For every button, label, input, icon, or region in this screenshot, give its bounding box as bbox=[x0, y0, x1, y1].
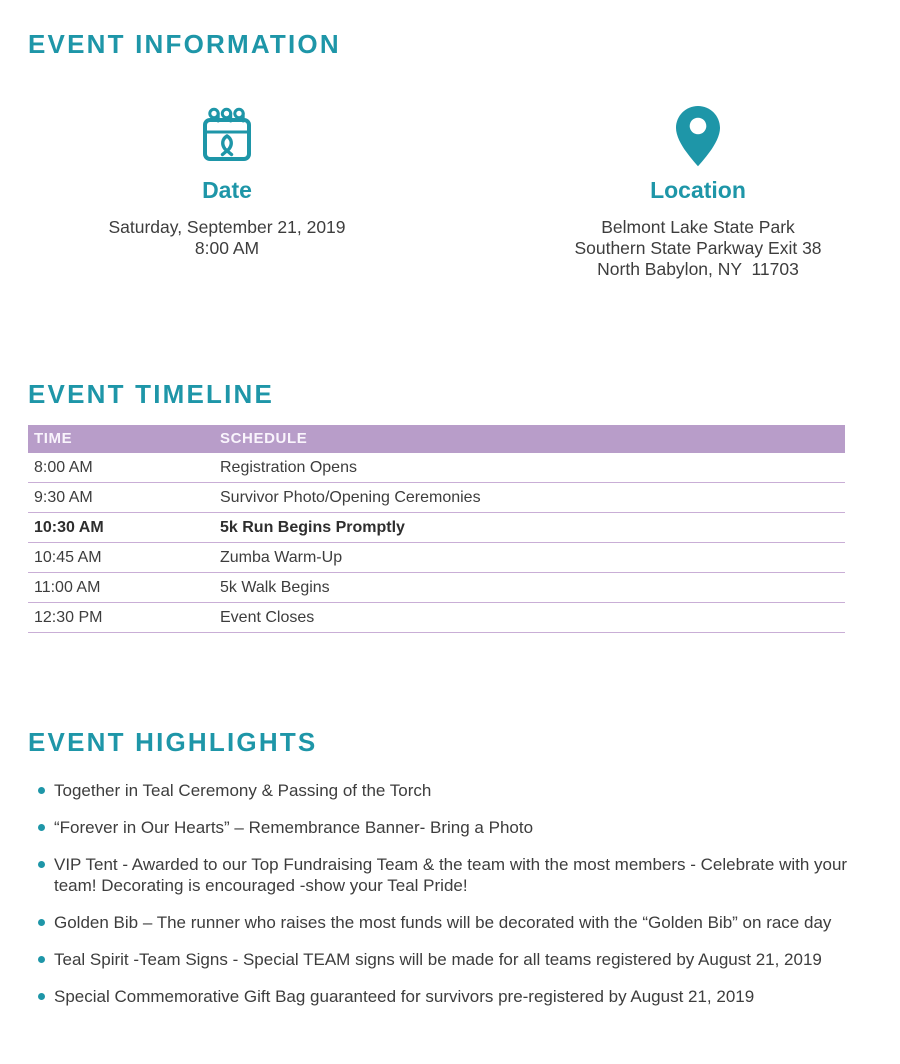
highlights-list bbox=[28, 780, 862, 1007]
time-column-header: TIME bbox=[28, 425, 220, 453]
time-cell: 12:30 PM bbox=[28, 603, 220, 633]
address-line: North Babylon, NY 11703 bbox=[597, 258, 799, 279]
event-information-title: EVENT INFORMATION bbox=[28, 29, 341, 59]
address-line: Southern State Parkway Exit 38 bbox=[574, 237, 822, 258]
date-label: Date bbox=[202, 176, 252, 203]
list-item: Golden Bib – The runner who raises the most funds will be decorated with the “Golden Bib” on race day bbox=[28, 912, 862, 933]
schedule-cell: 5k Run Begins Promptly bbox=[220, 513, 845, 543]
location-label: Location bbox=[650, 176, 746, 203]
date-text bbox=[28, 217, 426, 259]
list-item: “Forever in Our Hearts” – Remembrance Banner- Bring a Photo bbox=[28, 817, 862, 838]
map-pin-icon bbox=[524, 104, 872, 168]
event-timeline-title: EVENT TIMELINE bbox=[28, 378, 275, 409]
list-item: Special Commemorative Gift Bag guaranteed for survivors pre-registered by August 21, 2019 bbox=[28, 986, 862, 1007]
time-cell: 10:30 AM bbox=[28, 513, 220, 543]
schedule-column-header: SCHEDULE bbox=[220, 425, 845, 453]
list-item: Teal Spirit -Team Signs - Special TEAM signs will be made for all teams registered by August 21, 2019 bbox=[28, 949, 862, 970]
timeline-header bbox=[28, 425, 845, 453]
list-item: Together in Teal Ceremony & Passing of the Torch bbox=[28, 780, 862, 801]
schedule-cell: Survivor Photo/Opening Ceremonies bbox=[220, 483, 845, 513]
table-row bbox=[28, 573, 845, 603]
time-cell: 10:45 AM bbox=[28, 543, 220, 573]
schedule-cell: Event Closes bbox=[220, 603, 845, 633]
schedule-cell: Registration Opens bbox=[220, 453, 845, 483]
event-highlights-title: EVENT HIGHLIGHTS bbox=[28, 727, 318, 758]
timeline-body bbox=[28, 453, 845, 633]
location-text bbox=[524, 217, 872, 280]
table-row bbox=[28, 513, 845, 543]
table-row bbox=[28, 483, 845, 513]
table-row bbox=[28, 453, 845, 483]
date-line: 8:00 AM bbox=[194, 237, 260, 258]
date-block bbox=[28, 104, 426, 280]
schedule-cell: 5k Walk Begins bbox=[220, 573, 845, 603]
time-cell: 9:30 AM bbox=[28, 483, 220, 513]
schedule-cell: Zumba Warm-Up bbox=[220, 543, 845, 573]
calendar-ribbon-icon bbox=[28, 104, 426, 168]
time-cell: 11:00 AM bbox=[28, 573, 220, 603]
list-item: VIP Tent - Awarded to our Top Fundraising Team & the team with the most members - Celebrate with your team! Decorating is encouraged -show your Teal Pride! bbox=[28, 854, 862, 896]
table-row bbox=[28, 543, 845, 573]
address-line: Belmont Lake State Park bbox=[601, 216, 795, 237]
timeline-table bbox=[28, 425, 845, 634]
date-line: Saturday, September 21, 2019 bbox=[108, 216, 346, 237]
location-block bbox=[524, 104, 872, 280]
event-info-columns bbox=[28, 104, 872, 280]
time-cell: 8:00 AM bbox=[28, 453, 220, 483]
table-row bbox=[28, 603, 845, 633]
